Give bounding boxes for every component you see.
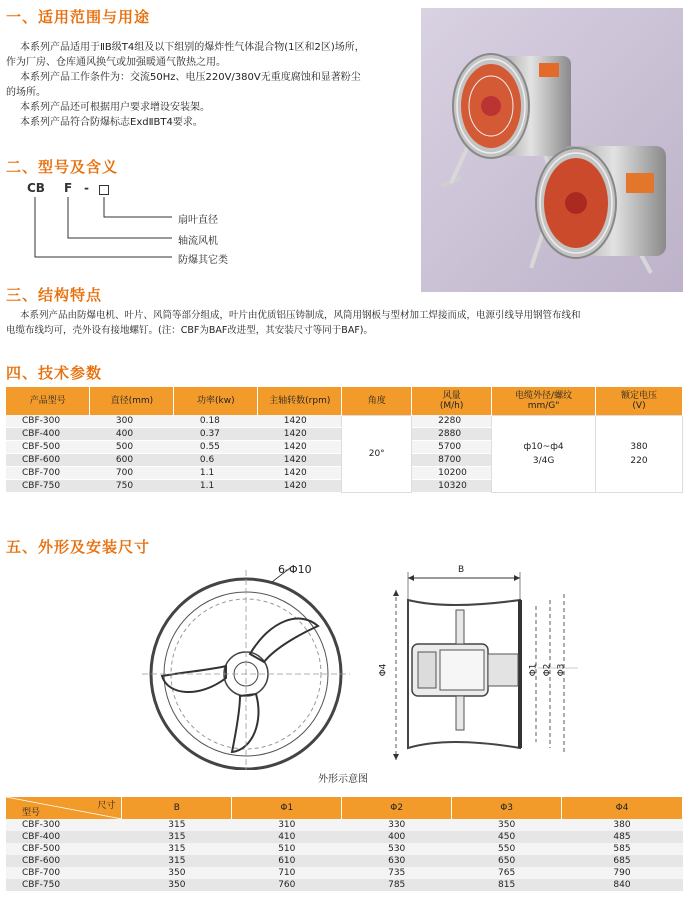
label-phi1: Φ1 xyxy=(528,663,539,677)
cell-model: CBF-500 xyxy=(6,843,122,855)
hole-label: 6-Φ10 xyxy=(278,563,312,576)
cell-phi4: 585 xyxy=(562,843,683,855)
table-row xyxy=(6,831,683,843)
section-title-structure: 三、结构特点 xyxy=(6,286,103,304)
dims-header: Φ2 xyxy=(342,797,452,819)
dimensions-table xyxy=(6,797,683,891)
cell-b: 315 xyxy=(122,843,232,855)
section-title-dimensions: 五、外形及安装尺寸 xyxy=(6,538,151,556)
cell-phi3: 450 xyxy=(452,831,562,843)
cell-phi2: 735 xyxy=(342,867,452,879)
cell-diameter: 600 xyxy=(90,454,174,467)
cable-thread: 3/4G xyxy=(532,455,555,466)
cell-model: CBF-400 xyxy=(6,428,90,441)
voltage-380: 380 xyxy=(630,441,648,452)
label-phi3: Φ3 xyxy=(556,663,567,677)
tech-header: 电缆外径/螺纹 mm/G" xyxy=(492,387,596,415)
cell-airflow: 10200 xyxy=(412,467,492,480)
cell-diameter: 500 xyxy=(90,441,174,454)
cell-power: 0.6 xyxy=(174,454,258,467)
cell-phi4: 840 xyxy=(562,879,683,891)
cell-b: 315 xyxy=(122,819,232,831)
model-code-dash: - xyxy=(84,181,89,195)
tech-header: 功率(kw) xyxy=(174,387,258,415)
label-phi4: Φ4 xyxy=(378,663,389,677)
structure-paragraph xyxy=(6,308,581,338)
cell-airflow: 2880 xyxy=(412,428,492,441)
cell-voltage xyxy=(596,415,683,493)
cell-phi3: 550 xyxy=(452,843,562,855)
cell-airflow: 5700 xyxy=(412,441,492,454)
voltage-220: 220 xyxy=(630,455,648,466)
cell-diameter: 400 xyxy=(90,428,174,441)
cell-power: 1.1 xyxy=(174,480,258,493)
usage-line: 作为厂房、仓库通风换气或加强暖通气散热之用。 xyxy=(6,57,226,68)
cell-rpm: 1420 xyxy=(258,415,342,428)
tech-header: 风量 (M/h) xyxy=(412,387,492,415)
cell-power: 0.18 xyxy=(174,415,258,428)
cell-cable xyxy=(492,415,596,493)
cell-b: 315 xyxy=(122,831,232,843)
cell-model: CBF-750 xyxy=(6,480,90,493)
label-b: B xyxy=(458,565,465,575)
dims-header-row xyxy=(6,797,683,819)
cell-phi1: 710 xyxy=(232,867,342,879)
cell-phi2: 330 xyxy=(342,819,452,831)
structure-line: 电缆布线均可，壳外设有接地螺钉。(注：CBF为BAF改进型，其安装尺寸等同于BAF)。 xyxy=(6,325,373,336)
cell-model: CBF-750 xyxy=(6,879,122,891)
cell-phi2: 400 xyxy=(342,831,452,843)
diagram-caption: 外形示意图 xyxy=(318,774,368,785)
tech-header: 直径(mm) xyxy=(90,387,174,415)
dims-header-corner xyxy=(6,797,122,819)
usage-line: 本系列产品工作条件为：交流50Hz、电压220V/380V无重度腐蚀和显著粉尘 xyxy=(20,72,361,83)
tech-params-table xyxy=(6,387,683,493)
dims-header: Φ4 xyxy=(562,797,683,819)
cell-phi3: 765 xyxy=(452,867,562,879)
section-title-usage: 一、适用范围与用途 xyxy=(6,8,151,26)
cell-model: CBF-500 xyxy=(6,441,90,454)
cell-phi3: 650 xyxy=(452,855,562,867)
model-label-axial-fan: 轴流风机 xyxy=(178,236,218,247)
cell-power: 0.55 xyxy=(174,441,258,454)
cell-phi4: 485 xyxy=(562,831,683,843)
cell-phi4: 380 xyxy=(562,819,683,831)
cell-b: 350 xyxy=(122,867,232,879)
dims-header-model: 型号 xyxy=(22,808,41,818)
dims-header: B xyxy=(122,797,232,819)
model-code-f: F xyxy=(64,181,73,195)
cell-power: 1.1 xyxy=(174,467,258,480)
tech-header: 主轴转数(rpm) xyxy=(258,387,342,415)
cell-phi2: 530 xyxy=(342,843,452,855)
cell-b: 350 xyxy=(122,879,232,891)
label-phi2: Φ2 xyxy=(542,663,553,677)
cell-model: CBF-300 xyxy=(6,819,122,831)
cell-rpm: 1420 xyxy=(258,428,342,441)
table-row xyxy=(6,855,683,867)
model-code-lines xyxy=(0,0,200,270)
table-row xyxy=(6,879,683,891)
cell-phi4: 685 xyxy=(562,855,683,867)
cell-rpm: 1420 xyxy=(258,454,342,467)
cell-model: CBF-600 xyxy=(6,855,122,867)
table-row xyxy=(6,843,683,855)
usage-line: 本系列产品适用于ⅡB级T4组及以下组别的爆炸性气体混合物(1区和2区)场所， xyxy=(20,42,365,53)
cell-phi2: 630 xyxy=(342,855,452,867)
cell-phi1: 410 xyxy=(232,831,342,843)
model-code-cb: CB xyxy=(27,181,45,195)
cell-model: CBF-300 xyxy=(6,415,90,428)
table-row xyxy=(6,415,683,428)
front-view-drawing xyxy=(140,560,370,770)
cell-phi1: 760 xyxy=(232,879,342,891)
table-row xyxy=(6,867,683,879)
cell-angle: 20° xyxy=(342,415,412,493)
product-photo xyxy=(421,8,683,292)
cell-phi1: 510 xyxy=(232,843,342,855)
cell-rpm: 1420 xyxy=(258,441,342,454)
cell-diameter: 700 xyxy=(90,467,174,480)
cell-rpm: 1420 xyxy=(258,480,342,493)
usage-line: 本系列产品符合防爆标志ExdⅡBT4要求。 xyxy=(20,117,203,128)
cell-b: 315 xyxy=(122,855,232,867)
cell-phi3: 350 xyxy=(452,819,562,831)
cell-phi2: 785 xyxy=(342,879,452,891)
usage-line: 的场所。 xyxy=(6,87,46,98)
cell-phi1: 610 xyxy=(232,855,342,867)
cell-diameter: 300 xyxy=(90,415,174,428)
structure-line: 本系列产品由防爆电机、叶片、风筒等部分组成，叶片由优质铝压铸制成，风筒用钢板与型材加工焊接而成，电源引线导用钢管布线和 xyxy=(20,310,581,321)
table-row xyxy=(6,819,683,831)
cell-airflow: 10320 xyxy=(412,480,492,493)
cell-power: 0.37 xyxy=(174,428,258,441)
cell-rpm: 1420 xyxy=(258,467,342,480)
cell-model: CBF-400 xyxy=(6,831,122,843)
tech-header: 角度 xyxy=(342,387,412,415)
dims-header-size: 尺寸 xyxy=(97,801,116,811)
cell-airflow: 8700 xyxy=(412,454,492,467)
section-title-tech-params: 四、技术参数 xyxy=(6,364,103,382)
cell-phi4: 790 xyxy=(562,867,683,879)
tech-header: 额定电压 (V) xyxy=(596,387,683,415)
cell-model: CBF-700 xyxy=(6,467,90,480)
cell-diameter: 750 xyxy=(90,480,174,493)
tech-header-row xyxy=(6,387,683,415)
model-label-diameter: 扇叶直径 xyxy=(178,215,218,226)
cell-phi3: 815 xyxy=(452,879,562,891)
usage-line: 本系列产品还可根据用户要求增设安装架。 xyxy=(20,102,210,113)
cell-airflow: 2280 xyxy=(412,415,492,428)
cell-model: CBF-600 xyxy=(6,454,90,467)
cell-phi1: 310 xyxy=(232,819,342,831)
dims-header: Φ3 xyxy=(452,797,562,819)
model-label-explosion-proof: 防爆其它类 xyxy=(178,255,228,266)
cell-model: CBF-700 xyxy=(6,867,122,879)
section-title-model: 二、型号及含义 xyxy=(6,158,119,176)
cable-diameter: ф10~ф4 xyxy=(523,441,564,452)
dims-header: Φ1 xyxy=(232,797,342,819)
tech-header: 产品型号 xyxy=(6,387,90,415)
